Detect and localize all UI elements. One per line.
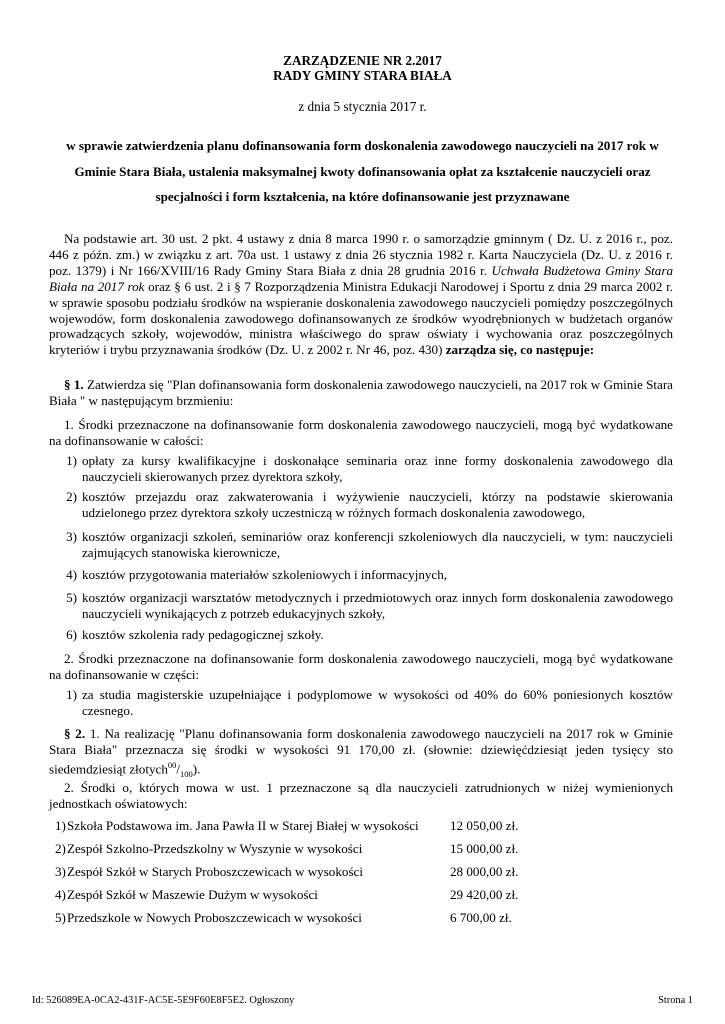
list-item bbox=[49, 453, 673, 485]
list-item-text: kosztów przejazdu oraz zakwaterowania i wyżywienie nauczycieli, którzy na podstawie skierowania udzielonego przez dyrektora szkoły uczestniczą w różnych formach doskonalenia zawodowego, bbox=[82, 489, 673, 520]
paragraph-1-point-2 bbox=[49, 651, 673, 683]
subject-line-2: Gminie Stara Biała, ustalenia maksymalnej kwoty dofinansowania opłat za kształcenie nauczycieli oraz bbox=[74, 163, 651, 179]
list-item-text: za studia magisterskie uzupełniające i podyplomowe w wysokości od 40% do 60% poniesionych kosztów czesnego. bbox=[82, 687, 673, 718]
list-item-text: kosztów szkolenia rady pedagogicznej szkoły. bbox=[82, 627, 324, 642]
fraction-slash: / bbox=[176, 761, 181, 777]
list-item-number: 1) bbox=[66, 453, 77, 468]
school-number: 1) bbox=[55, 818, 66, 833]
school-amount: 15 000,00 zł. bbox=[450, 841, 519, 856]
paragraph-2-text: 1. Na realizację "Planu dofinansowania form doskonalenia zawodowego nauczycieli na 2017 rok w Gminie Stara Biała" przeznacza się środki w wysokości 91 170,00 zł. (słownie: dziewięćdziesiąt jeden tysięcy sto siedemdziesiąt złotych bbox=[49, 726, 673, 777]
list-item-text: kosztów organizacji warsztatów metodycznych i przedmiotowych oraz innych form doskonalenia zawodowego nauczycieli wynikających z potrzeb edukacyjnych szkoły, bbox=[82, 590, 673, 621]
title-line-2: RADY GMINY STARA BIAŁA bbox=[273, 68, 452, 83]
school-name: Szkoła Podstawowa im. Jana Pawła II w Starej Białej w wysokości bbox=[67, 818, 419, 833]
paragraph-2-point-2 bbox=[49, 780, 673, 812]
list-item-number: 1) bbox=[66, 687, 77, 702]
school-amount: 28 000,00 zł. bbox=[450, 864, 519, 879]
preamble-text-1: Na podstawie art. 30 ust. 2 pkt. 4 ustawy z dnia 8 marca 1990 r. o samorządzie gminnym ( Dz. U. z 2016 r., poz. 446 z późn. zm.) w związku z art. 70a ust. 1 ustawy z dnia 26 stycznia 1982 r. Karta Nauczyciela (Dz. U. z 2016 r. poz. 1379) i Nr 166/XVIII/16 Rady Gminy Stara Biała z dnia 28 grudnia 2016 r. bbox=[49, 231, 673, 278]
paragraph-2-end: ). bbox=[192, 761, 201, 777]
preamble-bold: zarządza się, co następuje: bbox=[445, 342, 595, 358]
list-item-number: 6) bbox=[66, 627, 77, 642]
paragraph-2 bbox=[49, 726, 673, 783]
paragraph-1-text: Zatwierdza się "Plan dofinansowania form doskonalenia zawodowego nauczycieli, na 2017 rok w Gminie Stara Biała " w następującym brzmieniu: bbox=[49, 377, 673, 408]
paragraph-2-point-2-text: 2. Środki o, których mowa w ust. 1 przeznaczone są dla nauczycieli zatrudnionych w niżej wymienionych jednostkach oświatowych: bbox=[49, 780, 673, 811]
footer-document-id: Id: 526089EA-0CA2-431F-AC5E-5E9F60E8F5E2. Ogłoszony bbox=[32, 995, 295, 1006]
title-line-1: ZARZĄDZENIE NR 2.2017 bbox=[283, 53, 442, 68]
list-item bbox=[49, 489, 673, 521]
school-number: 5) bbox=[55, 910, 66, 925]
paragraph-1-mark: § 1. bbox=[64, 377, 84, 392]
amount-superscript: 00 bbox=[167, 759, 177, 770]
list-item bbox=[49, 627, 673, 643]
list-item bbox=[49, 687, 673, 719]
amount-subscript: 100 bbox=[180, 768, 193, 779]
school-amount: 29 420,00 zł. bbox=[450, 887, 519, 902]
paragraph-1 bbox=[49, 377, 673, 409]
document-title bbox=[0, 53, 725, 83]
school-amount: 12 050,00 zł. bbox=[450, 818, 519, 833]
list-item bbox=[49, 590, 673, 622]
paragraph-1-point-1-text: 1. Środki przeznaczone na dofinansowanie form doskonalenia zawodowego nauczycieli, mogą być wydatkowane na dofinansowanie w całości: bbox=[49, 417, 673, 448]
document-subject bbox=[50, 133, 675, 210]
document-date: z dnia 5 stycznia 2017 r. bbox=[298, 99, 427, 114]
school-name: Zespół Szkół w Starych Proboszczewicach w wysokości bbox=[67, 864, 363, 879]
school-number: 3) bbox=[55, 864, 66, 879]
school-name: Zespół Szkół w Maszewie Dużym w wysokości bbox=[67, 887, 318, 902]
list-item-text: opłaty za kursy kwalifikacyjne i doskonałące seminaria oraz inne formy doskonalenia zawodowego dla nauczycieli skierowanych przez dyrektora szkoły, bbox=[82, 453, 673, 484]
paragraph-1-point-1 bbox=[49, 417, 673, 449]
subject-line-3: specjalności i form kształcenia, na które dofinansowanie jest przyznawane bbox=[155, 189, 570, 204]
list-item-text: kosztów przygotowania materiałów szkoleniowych i informacyjnych, bbox=[82, 567, 448, 582]
school-number: 4) bbox=[55, 887, 66, 902]
list-item bbox=[49, 567, 673, 583]
preamble-italic: Uchwała Budżetowa Gminy Stara Biała na 2017 rok bbox=[49, 262, 673, 294]
list-item-number: 4) bbox=[66, 567, 77, 582]
preamble bbox=[49, 231, 673, 358]
preamble-text-2: oraz § 6 ust. 2 i § 7 Rozporządzenia Ministra Edukacji Narodowej i Sportu z dnia 29 marca 2002 r. w sprawie sposobu podziału środków na wspieranie doskonalenia zawodowego nauczycieli pomiędzy poszczególnych wojewodów, form doskonalenia zawodowego dofinansowanych ze środków wyodrębnionych w budżetach organów prowadzących szkoły, wojewodów, ministra właściwego do spraw oświaty i wychowania oraz poszczególnych kryteriów i trybu przyznawania środków (Dz. U. z 2002 r. Nr 46, poz. 430) bbox=[49, 278, 673, 358]
subject-line-1: w sprawie zatwierdzenia planu dofinansowania form doskonalenia zawodowego nauczycieli na 2017 rok w bbox=[66, 138, 659, 153]
paragraph-1-point-2-text: 2. Środki przeznaczone na dofinansowanie form doskonalenia zawodowego nauczycieli, mogą być wydatkowane na dofinansowanie w części: bbox=[49, 651, 673, 682]
list-item-number: 2) bbox=[66, 489, 77, 504]
list-item-text: kosztów organizacji szkoleń, seminariów oraz konferencji szkoleniowych dla nauczycieli, w tym: nauczycieli zajmujących stanowiska kierownicze, bbox=[82, 529, 673, 560]
paragraph-2-mark: § 2. bbox=[64, 726, 86, 741]
list-item-number: 5) bbox=[66, 590, 77, 605]
school-name: Przedszkole w Nowych Proboszczewicach w wysokości bbox=[67, 910, 362, 925]
list-item-number: 3) bbox=[66, 529, 77, 544]
school-name: Zespół Szkolno-Przedszkolny w Wyszynie w wysokości bbox=[67, 841, 363, 856]
footer-page-number: Strona 1 bbox=[658, 995, 693, 1006]
school-amount: 6 700,00 zł. bbox=[450, 910, 512, 925]
school-number: 2) bbox=[55, 841, 66, 856]
list-item bbox=[49, 529, 673, 561]
